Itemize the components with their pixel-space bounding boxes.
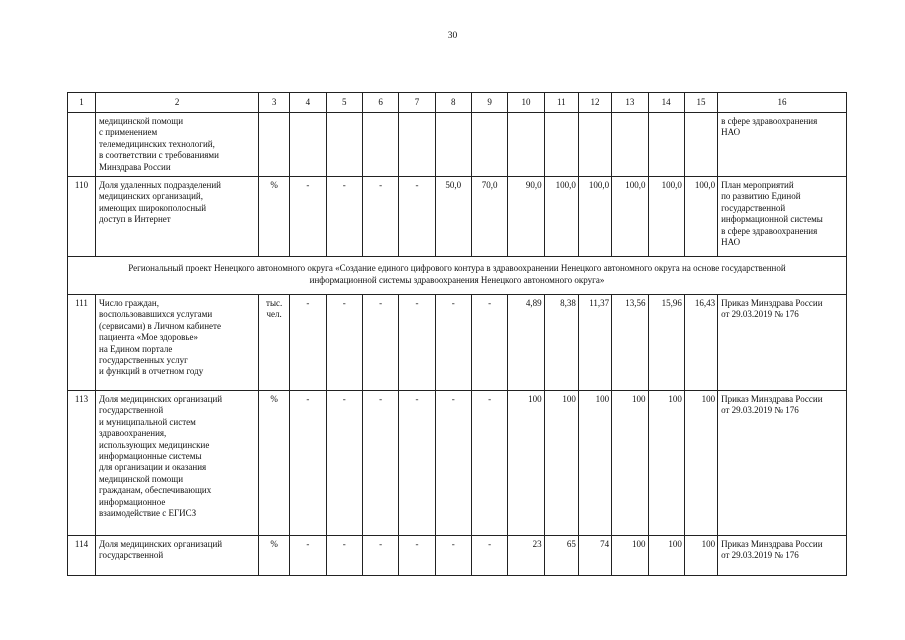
column-number-header: 10 [508,93,544,113]
row-number: 111 [68,295,96,391]
source-line: Приказ Минздрава России [721,298,823,308]
unit-cell [259,536,290,576]
indicator-name [96,177,259,257]
value-cell: - [290,391,326,536]
indicators-table [67,92,847,576]
value-cell: 100 [544,391,578,536]
value-cell: 70,0 [471,177,507,257]
value-cell: - [435,536,471,576]
indicator-name-line: использующих медицинские [99,439,210,450]
indicator-name [96,113,259,177]
table-row [68,113,847,177]
source-document [718,391,847,536]
source-line: Приказ Минздрава России [721,394,823,404]
indicator-name-line: и функций в отчетном году [99,366,204,377]
source-line: от 29.03.2019 № 176 [721,550,799,561]
value-cell: 16,43 [684,295,717,391]
value-cell [326,113,362,177]
value-cell: 100 [648,536,684,576]
value-cell: - [290,536,326,576]
indicator-name-line: (сервисами) в Личном кабинете [99,320,221,331]
indicator-name-line: телемедицинских технологий, [99,138,215,149]
unit-line: % [270,539,278,549]
unit-line: чел. [266,309,282,320]
indicator-name-line: медицинской помощи [99,116,184,126]
value-cell [362,113,398,177]
indicator-name-line: государственных услуг [99,355,188,366]
section-title: Региональный проект Ненецкого автономного округа «Создание единого цифрового контура в здравоохранении Ненецкого автономного округа на основе государственной информационной системы здравоохранения Ненецкого автономного округа» [68,257,847,295]
indicator-name-line: медицинской помощи [99,473,184,484]
value-cell: - [399,177,435,257]
value-cell: - [290,177,326,257]
indicator-name-line: Доля медицинских организаций [99,394,223,404]
value-cell: 50,0 [435,177,471,257]
section-title-row [68,257,847,295]
value-cell: - [471,295,507,391]
column-number-header: 13 [612,93,648,113]
source-line: в сфере здравоохранения [721,225,818,236]
value-cell: 100,0 [648,177,684,257]
row-number: 110 [68,177,96,257]
source-line: Приказ Минздрава России [721,539,823,549]
value-cell [435,113,471,177]
indicator-name-line: воспользовавшихся услугами [99,309,213,320]
value-cell: 100,0 [684,177,717,257]
column-number-header: 15 [684,93,717,113]
value-cell: 100,0 [612,177,648,257]
column-number-header: 5 [326,93,362,113]
indicator-name [96,391,259,536]
column-number-header: 12 [578,93,611,113]
column-number-header: 11 [544,93,578,113]
indicator-name-line: Минздрава России [99,161,171,172]
value-cell [508,113,544,177]
source-line: НАО [721,127,741,138]
value-cell: 13,56 [612,295,648,391]
indicator-name-line: и муниципальной систем [99,416,196,427]
source-line: от 29.03.2019 № 176 [721,309,799,320]
page-number: 30 [447,31,458,41]
indicator-name-line: информационное [99,496,166,507]
value-cell: 4,89 [508,295,544,391]
value-cell: - [326,536,362,576]
indicator-name [96,295,259,391]
unit-cell [259,177,290,257]
indicator-name-line: Доля медицинских организаций [99,539,223,549]
indicator-name-line: в соответствии с требованиями [99,150,219,161]
column-number-header: 6 [362,93,398,113]
source-line: НАО [721,237,741,248]
column-number-header: 9 [471,93,507,113]
value-cell: - [362,177,398,257]
indicator-name-line: информационные системы [99,451,202,462]
value-cell: 23 [508,536,544,576]
value-cell: - [290,295,326,391]
value-cell [648,113,684,177]
value-cell: - [399,536,435,576]
column-number-header: 14 [648,93,684,113]
unit-line: % [270,180,278,190]
row-number [68,113,96,177]
value-cell: 15,96 [648,295,684,391]
source-line: информационной системы [721,214,823,225]
indicator-name-line: на Едином портале [99,343,173,354]
value-cell: - [326,295,362,391]
value-cell: 100 [684,391,717,536]
source-line: от 29.03.2019 № 176 [721,405,799,416]
source-line: План мероприятий [721,180,794,190]
value-cell: - [362,536,398,576]
value-cell: - [435,391,471,536]
indicator-name-line: пациента «Мое здоровье» [99,332,199,343]
indicator-name-line: медицинских организаций, [99,191,203,202]
source-line: по развитию Единой [721,191,801,202]
indicator-name-line: гражданам, обеспечивающих [99,485,212,496]
indicator-name-line: Доля удаленных подразделений [99,180,221,190]
row-number: 113 [68,391,96,536]
indicator-name-line: взаимодействие с ЕГИСЗ [99,508,197,519]
value-cell [612,113,648,177]
value-cell: - [471,391,507,536]
indicator-name-line: с применением [99,127,158,138]
column-number-header: 4 [290,93,326,113]
table-row [68,177,847,257]
table-header-row [68,93,847,113]
unit-line: % [270,394,278,404]
unit-line: тыс. [266,298,283,308]
source-document [718,177,847,257]
indicator-name [96,536,259,576]
value-cell: - [399,295,435,391]
value-cell: - [399,391,435,536]
indicator-name-line: государственной [99,405,164,416]
value-cell: - [435,295,471,391]
value-cell: 11,37 [578,295,611,391]
table-row [68,391,847,536]
value-cell: - [471,536,507,576]
value-cell: 100 [684,536,717,576]
value-cell [290,113,326,177]
source-line: в сфере здравоохранения [721,116,818,126]
value-cell: 65 [544,536,578,576]
indicator-name-line: здравоохранения, [99,428,167,439]
column-number-header: 7 [399,93,435,113]
indicator-name-line: государственной [99,550,164,561]
indicator-name-line: Число граждан, [99,298,159,308]
source-line: государственной [721,202,786,213]
value-cell: 100 [612,536,648,576]
value-cell: 74 [578,536,611,576]
value-cell: 90,0 [508,177,544,257]
value-cell: - [362,391,398,536]
value-cell [471,113,507,177]
table-row [68,295,847,391]
value-cell [578,113,611,177]
column-number-header: 2 [96,93,259,113]
value-cell: 100 [612,391,648,536]
value-cell: - [362,295,398,391]
value-cell [684,113,717,177]
value-cell: - [326,391,362,536]
column-number-header: 16 [718,93,847,113]
indicator-name-line: имеющих широкополосный [99,202,207,213]
indicator-name-line: доступ в Интернет [99,214,171,225]
source-document [718,295,847,391]
value-cell [399,113,435,177]
value-cell: 100 [508,391,544,536]
indicator-name-line: для организации и оказания [99,462,207,473]
column-number-header: 8 [435,93,471,113]
row-number: 114 [68,536,96,576]
value-cell: 100 [578,391,611,536]
value-cell: 100,0 [578,177,611,257]
unit-cell [259,113,290,177]
source-document [718,113,847,177]
value-cell [544,113,578,177]
value-cell: 8,38 [544,295,578,391]
value-cell: 100 [648,391,684,536]
unit-cell [259,391,290,536]
column-number-header: 1 [68,93,96,113]
table-row [68,536,847,576]
unit-cell [259,295,290,391]
value-cell: - [326,177,362,257]
source-document [718,536,847,576]
column-number-header: 3 [259,93,290,113]
value-cell: 100,0 [544,177,578,257]
